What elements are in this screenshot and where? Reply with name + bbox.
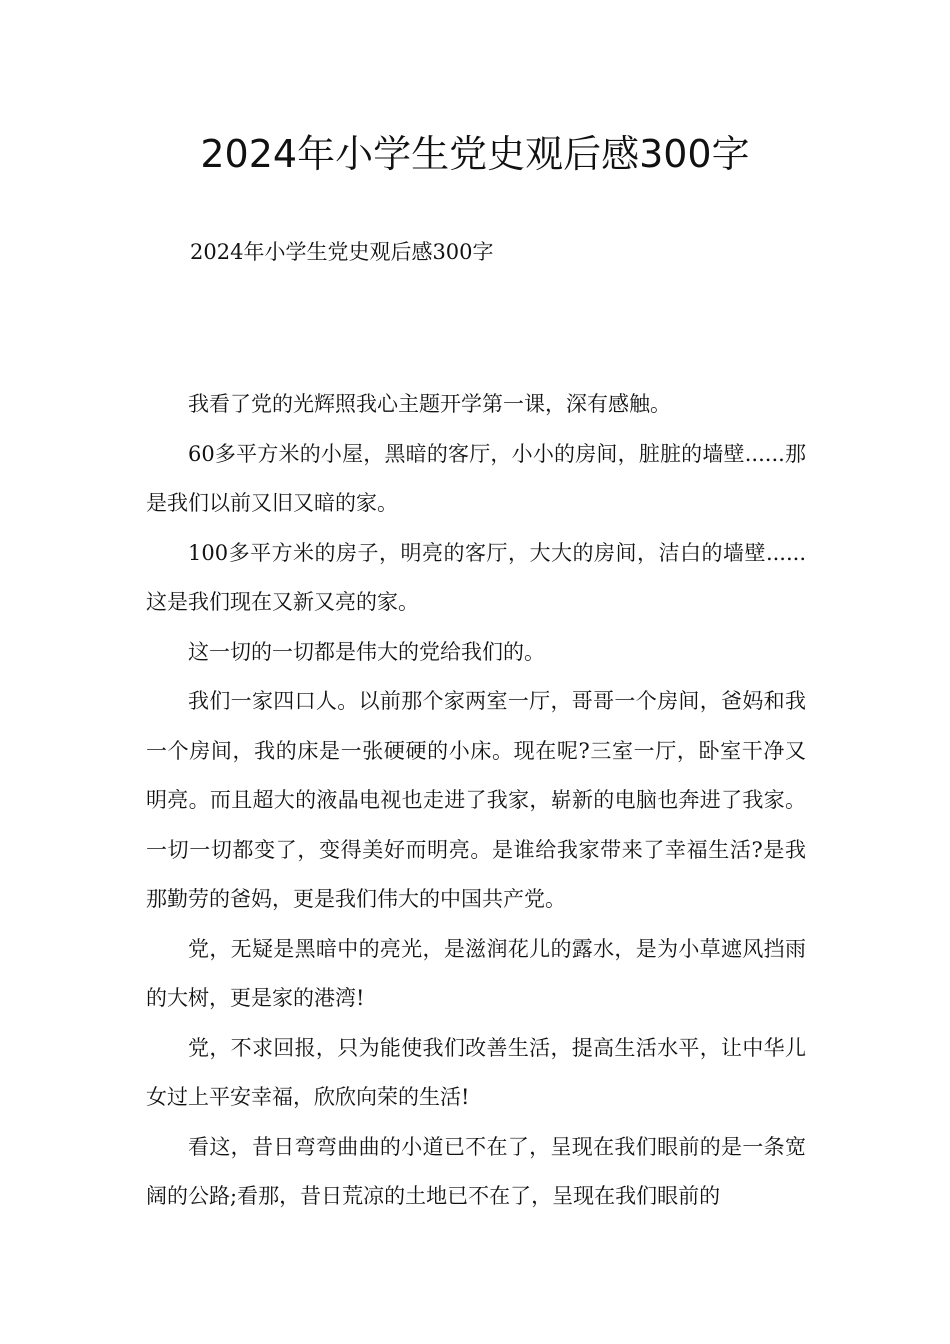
body-paragraph-3: 100多平方米的房子，明亮的客厅，大大的房间，洁白的墙壁......这是我们现在又新又亮的家。 <box>146 540 806 614</box>
document-body <box>146 380 806 1222</box>
body-paragraph-1: 我看了党的光辉照我心主题开学第一课，深有感触。 <box>188 392 671 416</box>
body-paragraph-2: 60多平方米的小屋，黑暗的客厅，小小的房间，脏脏的墙壁......那是我们以前又旧又暗的家。 <box>146 441 806 515</box>
body-paragraph-8: 看这，昔日弯弯曲曲的小道已不在了，呈现在我们眼前的是一条宽阔的公路;看那，昔日荒凉的土地已不在了，呈现在我们眼前的 <box>146 1134 806 1208</box>
page-title: 2024年小学生党史观后感300字 <box>200 132 750 176</box>
body-paragraph-7: 党，不求回报，只为能使我们改善生活，提高生活水平，让中华儿女过上平安幸福，欣欣向荣的生活! <box>146 1035 806 1109</box>
body-paragraph-5: 我们一家四口人。以前那个家两室一厅，哥哥一个房间，爸妈和我一个房间，我的床是一张硬硬的小床。现在呢?三室一厅，卧室干净又明亮。而且超大的液晶电视也走进了我家，崭新的电脑也奔进了我家。一切一切都变了，变得美好而明亮。是谁给我家带来了幸福生活?是我那勤劳的爸妈，更是我们伟大的中国共产党。 <box>146 689 806 911</box>
body-paragraph-4: 这一切的一切都是伟大的党给我们的。 <box>188 639 545 664</box>
body-paragraph-6: 党，无疑是黑暗中的亮光，是滋润花儿的露水，是为小草遮风挡雨的大树，更是家的港湾! <box>146 936 806 1010</box>
document-subtitle: 2024年小学生党史观后感300字 <box>190 240 494 264</box>
